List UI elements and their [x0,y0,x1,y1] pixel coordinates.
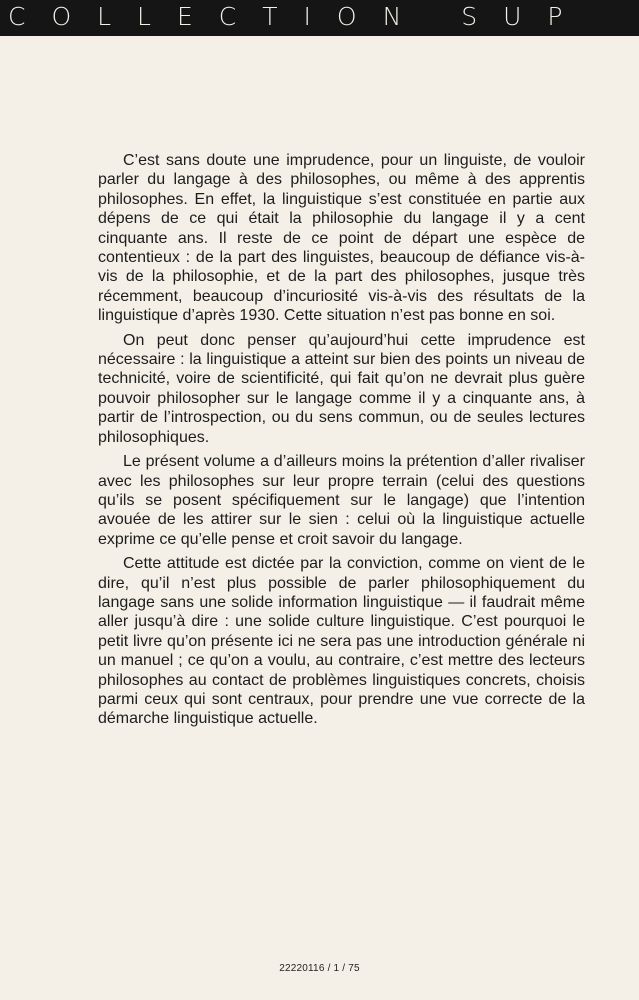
collection-title: COLLECTION SUP [8,2,589,31]
paragraph: Le présent volume a d’ailleurs moins la prétention d’aller rivaliser avec les philosophes sur leur propre terrain (celui des questions qu’ils se posent spécifiquement sur le langage) que l’intention avouée de les attirer sur le sien : celui où la linguistique actuelle exprime ce qu’elle pense et croit savoir du langage. [98,453,585,548]
paragraph: Cette attitude est dictée par la conviction, comme on vient de le dire, qu’il n’est plus possible de parler philosophiquement du langage sans une solide information linguistique — il faudrait même aller jusqu’à dire : une solide culture linguistique. C’est pourquoi le petit livre qu’on présente ici ne sera pas une introduction générale ni un manuel ; ce qu’on a voulu, au contraire, c’est mettre des lecteurs philosophes au contact de problèmes linguistiques concrets, choisis parmi ceux qui sont centraux, pour prendre une vue correcte de la démarche linguistique actuelle. [98,555,585,728]
back-cover-text [98,151,585,734]
catalog-number: 22220116 / 1 / 75 [279,963,360,974]
paragraph: On peut donc penser qu’aujourd’hui cette imprudence est nécessaire : la linguistique a atteint sur bien des points un niveau de technicité, voire de scientificité, qui fait qu’on ne devrait plus guère pouvoir philosopher sur le langage comme il y a cinquante ans, à partir de l’introspection, ou du sens commun, ou de seules lectures philosophiques. [98,331,585,446]
paragraph: C’est sans doute une imprudence, pour un linguiste, de vouloir parler du langage à des philosophes, ou même à des apprentis philosophes. En effet, la linguistique s’est constituée en partie aux dépens de ce qui était la philosophie du langage il y a cent cinquante ans. Il reste de ce point de départ une espèce de contentieux : de la part des linguistes, beaucoup de défiance vis-à-vis de la philosophie, et de la part des philosophes, jusque très récemment, beaucoup d’incuriosité vis-à-vis des résultats de la linguistique d’après 1930. Cette situation n’est pas bonne en soi. [98,152,585,325]
header-band [0,0,639,36]
